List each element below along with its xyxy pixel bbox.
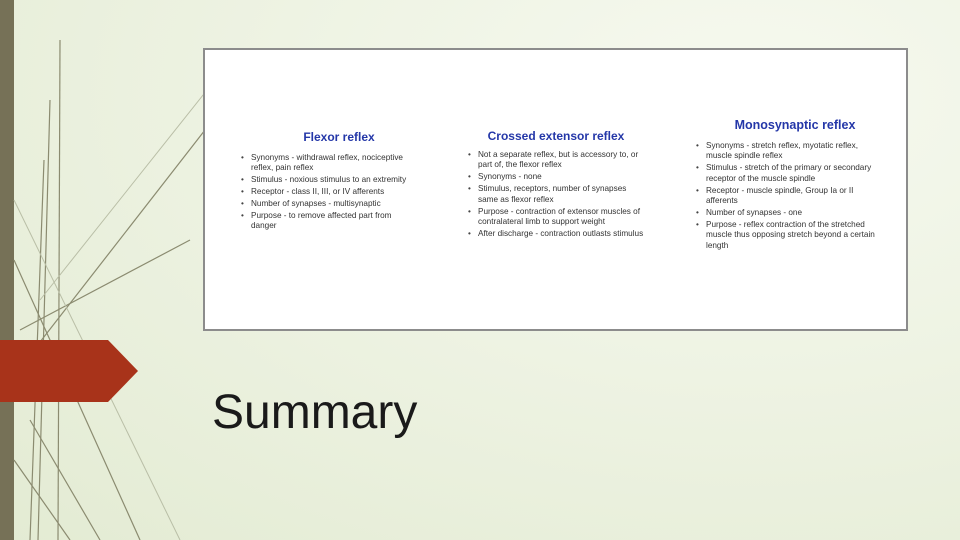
list-item: • Stimulus - stretch of the primary or secondary receptor of the muscle spindle xyxy=(695,163,885,184)
summary-table-figure xyxy=(203,48,908,331)
list-item: • Stimulus - noxious stimulus to an extremity xyxy=(240,175,418,185)
bullet-list xyxy=(695,141,885,251)
list-item: • Synonyms - none xyxy=(467,172,645,182)
column-crossed-extensor-reflex xyxy=(467,129,645,241)
list-item: • Receptor - class II, III, or IV afferents xyxy=(240,187,418,197)
list-item: • Purpose - contraction of extensor muscles of contralateral limb to support weight xyxy=(467,207,645,228)
list-item: • Stimulus, receptors, number of synapses same as flexor reflex xyxy=(467,184,645,205)
list-item: • Number of synapses - one xyxy=(695,208,885,218)
list-item: • Synonyms - stretch reflex, myotatic reflex, muscle spindle reflex xyxy=(695,141,885,162)
bullet-list xyxy=(240,153,418,232)
column-flexor-reflex xyxy=(240,130,418,233)
list-item: • Number of synapses - multisynaptic xyxy=(240,199,418,209)
bullet-list xyxy=(467,150,645,239)
decorative-lines xyxy=(0,0,220,540)
red-arrow-accent xyxy=(0,340,140,402)
column-heading: Monosynaptic reflex xyxy=(734,118,856,132)
list-item: • Purpose - to remove affected part from danger xyxy=(240,211,418,232)
slide-title: Summary xyxy=(212,386,418,439)
column-heading: Flexor reflex xyxy=(303,130,375,144)
column-monosynaptic-reflex xyxy=(695,118,885,253)
list-item: • Purpose - reflex contraction of the stretched muscle thus opposing stretch beyond a certain length xyxy=(695,220,885,251)
list-item: • Receptor - muscle spindle, Group Ia or II afferents xyxy=(695,186,885,207)
list-item: • After discharge - contraction outlasts stimulus xyxy=(467,229,645,239)
list-item: • Synonyms - withdrawal reflex, nociceptive reflex, pain reflex xyxy=(240,153,418,174)
column-heading: Crossed extensor reflex xyxy=(487,129,625,143)
list-item: • Not a separate reflex, but is accessory to, or part of, the flexor reflex xyxy=(467,150,645,171)
